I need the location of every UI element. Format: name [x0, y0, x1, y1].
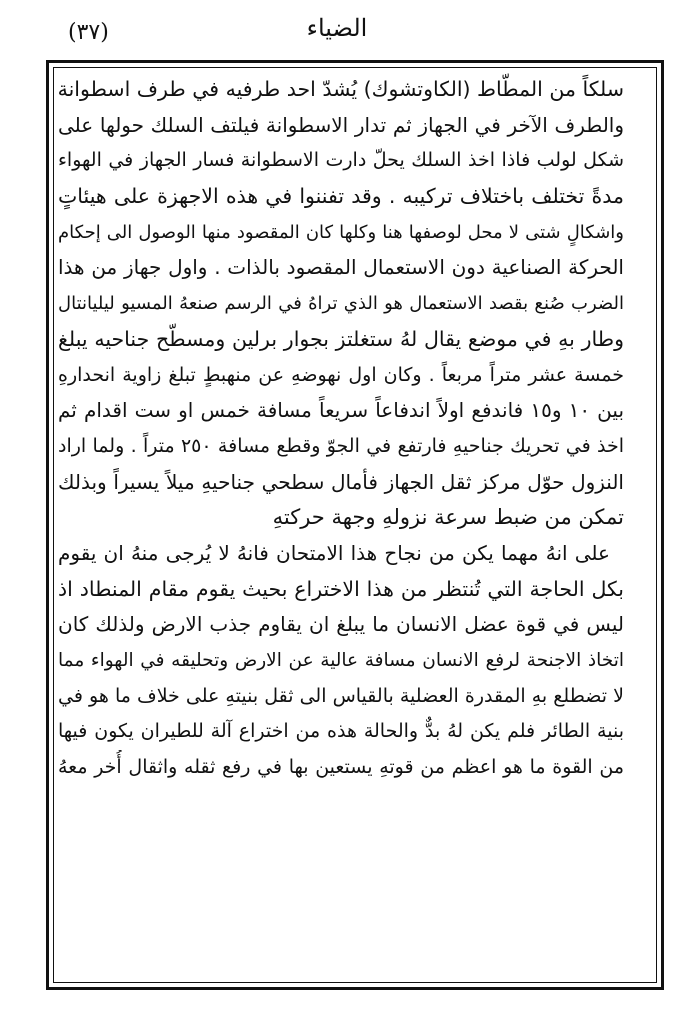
text-line: واشكالٍ شتى لا محل لوصفها هنا وكلها كان المقصود منها الوصول الى إحكام: [58, 221, 624, 243]
text-line: الحركة الصناعية دون الاستعمال المقصود بالذات . واول جهاز من هذا: [58, 255, 624, 280]
running-title: الضياء: [306, 14, 368, 42]
paragraph-start-line: على انهُ مهما يكن من نجاح هذا الامتحان فانهُ لا يُرجى منهُ ان يقوم: [58, 540, 610, 565]
page-header: [0, 14, 674, 50]
text-line: اخذ في تحريك جناحيهِ فارتفع في الجوّ وقطع مسافة ٢٥٠ متراً . ولما اراد: [58, 434, 624, 457]
text-line: النزول حوّل مركز ثقل الجهاز فأمال سطحي جناحيهِ ميلاً يسيراً وبذلك: [58, 469, 624, 494]
page-number: (٣٧): [68, 20, 109, 45]
text-line: اتخاذ الاجنحة لرفع الانسان مسافة عالية عن الارض وتحليقه في الهواء مما: [58, 650, 624, 671]
text-line: مدةً تختلف باختلاف تركيبه . وقد تفننوا في هذه الاجهزة على هيئاتٍ: [58, 184, 624, 209]
text-line: والطرف الآخر في الجهاز ثم تدار الاسطوانة فيلتف السلك حولها على: [58, 112, 624, 137]
body-text: [58, 72, 624, 786]
text-line: من القوة ما هو اعظم من قوتهِ يستعين بها في رفع ثقله واثقال أُخر معهُ: [58, 756, 624, 779]
paragraph-end-line: تمكن من ضبط سرعة نزولهِ وجهة حركتهِ: [272, 505, 624, 530]
text-line: بنية الطائر فلم يكن لهُ بدٌّ والحالة هذه من اختراع آلة للطيران يكون فيها: [58, 720, 624, 743]
text-line: خمسة عشر متراً مربعاً . وكان اول نهوضهِ عن منهبطٍ تبلغ زاوية انحدارهِ: [58, 363, 624, 386]
text-line: شكل لولب فاذا اخذ السلك يحلّ دارت الاسطوانة فسار الجهاز في الهواء: [58, 149, 624, 172]
text-line: وطار بهِ في موضع يقال لهُ ستغلتز بجوار برلين ومسطّح جناحيه يبلغ: [58, 326, 624, 351]
text-line: سلكاً من المطّاط (الكاوتشوك) يُشدّ احد طرفيه في طرف اسطوانة: [58, 77, 624, 101]
text-line: ليس في قوة عضل الانسان ما يبلغ ان يقاوم جذب الارض ولذلك كان: [58, 612, 624, 637]
text-line: بين ١٠ و١٥ فاندفع اولاً اندفاعاً سريعاً مسافة خمس او ست اقدام ثم: [58, 398, 624, 423]
text-line: الضرب صُنع بقصد الاستعمال هو الذي تراهُ في الرسم صنعهُ المسيو ليليانتال: [58, 293, 624, 315]
text-line: بكل الحاجة التي تُنتظر من هذا الاختراع بحيث يقوم مقام المنطاد اذ: [58, 576, 624, 601]
text-line: لا تضطلع بهِ المقدرة العضلية بالقياس الى ثقل بنيتهِ على خلاف ما هو في: [58, 684, 624, 707]
